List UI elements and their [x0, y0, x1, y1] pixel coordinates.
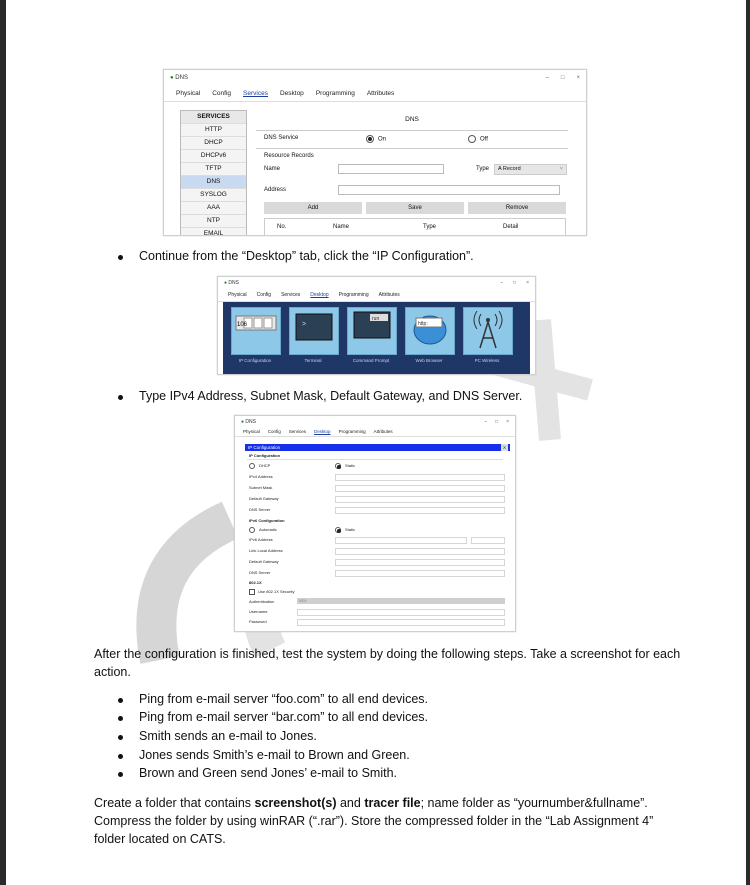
- ip-configuration-app[interactable]: [231, 307, 281, 355]
- type-value: A Record: [498, 166, 521, 172]
- password-input[interactable]: [297, 619, 505, 626]
- tab-desktop[interactable]: Desktop: [310, 292, 329, 298]
- dns-server-input[interactable]: [335, 507, 505, 514]
- dns-off-radio[interactable]: [468, 135, 488, 143]
- use-8021x-checkbox[interactable]: [249, 589, 294, 595]
- name-label: Name: [264, 166, 281, 172]
- ip-config-titlebar: [245, 444, 510, 451]
- service-item-http[interactable]: HTTP: [181, 124, 246, 137]
- tab-services[interactable]: Services: [288, 429, 307, 434]
- add-button[interactable]: Add: [264, 202, 362, 214]
- dns-server-v6-input[interactable]: [335, 570, 505, 577]
- subnet-mask-input[interactable]: [335, 485, 505, 492]
- username-input[interactable]: [297, 609, 505, 616]
- wireless-antenna-icon: [464, 308, 512, 354]
- window-titlebar: [164, 70, 586, 86]
- radio-selected-icon: [335, 463, 341, 469]
- ipv6-address-label: IPv6 Address: [249, 537, 273, 542]
- minimize-icon[interactable]: –: [500, 280, 504, 286]
- dns-services-window: [163, 69, 587, 236]
- section-8021x: 802.1X: [249, 580, 262, 585]
- username-label: Username: [249, 609, 268, 614]
- tab-bar: [235, 427, 515, 437]
- default-gateway-input[interactable]: [335, 496, 505, 503]
- pc-icon: ●: [170, 75, 174, 81]
- desktop-window: [217, 276, 536, 375]
- window-title: DNS: [245, 418, 256, 425]
- step-item: Brown and Green send Jones’ e-mail to Smith.: [139, 766, 397, 780]
- tab-attributes[interactable]: Attributes: [373, 429, 393, 434]
- command-prompt-app[interactable]: [347, 307, 397, 355]
- web-browser-app[interactable]: [405, 307, 455, 355]
- page-right-border: [746, 0, 750, 885]
- tab-physical[interactable]: Physical: [176, 90, 201, 97]
- col-no: No.: [277, 224, 287, 230]
- tab-physical[interactable]: Physical: [243, 429, 260, 434]
- close-icon[interactable]: ×: [526, 280, 529, 286]
- tab-attributes[interactable]: Attributes: [378, 292, 400, 298]
- terminal-app[interactable]: [289, 307, 339, 355]
- tab-desktop[interactable]: Desktop: [279, 90, 304, 97]
- instructions-paragraph: After the configuration is finished, test the system by doing the following steps. Take a screenshot for each action.: [94, 647, 681, 679]
- service-item-aaa[interactable]: AAA: [181, 202, 246, 215]
- service-item-syslog[interactable]: SYSLOG: [181, 189, 246, 202]
- step-item: Ping from e-mail server “foo.com” to all end devices.: [139, 692, 428, 706]
- use-8021x-label: Use 802.1X Security: [258, 589, 295, 595]
- tab-physical[interactable]: Physical: [228, 292, 247, 298]
- terminal-icon: [290, 308, 338, 354]
- maximize-icon[interactable]: □: [560, 75, 565, 81]
- close-icon[interactable]: ×: [576, 75, 580, 81]
- step-item: Ping from e-mail server “bar.com” to all end devices.: [139, 710, 428, 724]
- final-bold-screenshots: screenshot(s): [254, 796, 337, 810]
- dhcp-label: DHCP: [259, 463, 271, 469]
- app-label-command-prompt: Command Prompt: [352, 358, 390, 363]
- submission-paragraph: [94, 794, 684, 848]
- minimize-icon[interactable]: –: [545, 75, 549, 81]
- dns-panel: [256, 110, 568, 235]
- final-text-1: Create a folder that contains: [94, 796, 255, 810]
- dns-on-radio[interactable]: [366, 135, 386, 143]
- tab-services[interactable]: Services: [243, 90, 268, 97]
- default-gateway-v6-label: Default Gateway: [249, 559, 279, 564]
- tab-config[interactable]: Config: [256, 292, 272, 298]
- cmd-icon-text: run: [372, 316, 380, 322]
- desktop-area: [223, 302, 530, 374]
- name-input[interactable]: [338, 164, 444, 174]
- subnet-mask-label: Subnet Mask: [249, 485, 273, 490]
- type-select[interactable]: [494, 164, 567, 175]
- window-titlebar: [235, 416, 515, 427]
- pc-wireless-app[interactable]: [463, 307, 513, 355]
- command-prompt-icon: [348, 308, 396, 354]
- ipv6-prefix-input[interactable]: [471, 537, 505, 544]
- address-input[interactable]: [338, 185, 560, 195]
- panel-title: DNS: [405, 116, 419, 123]
- window-title: DNS: [228, 280, 239, 286]
- svg-text:>: >: [302, 321, 307, 329]
- services-list: [180, 110, 247, 236]
- service-item-dhcp[interactable]: DHCP: [181, 137, 246, 150]
- static-ipv6-radio[interactable]: [335, 527, 355, 533]
- tab-desktop[interactable]: Desktop: [314, 429, 331, 434]
- pc-icon: ●: [224, 280, 228, 286]
- records-table: [264, 218, 566, 236]
- web-browser-icon: [406, 308, 454, 354]
- tab-bar: [218, 289, 535, 302]
- checkbox-icon: [249, 589, 255, 595]
- ip-config-icon: [232, 308, 280, 354]
- col-detail: Detail: [503, 224, 519, 230]
- app-label-terminal: Terminal: [304, 358, 322, 363]
- final-text-3: ; name folder as “yournumber&fullname”. Compress the folder by using winRAR (“.rar”). Store the compressed folder in the “Lab Assignment 4” folder located on CATS.: [94, 796, 654, 846]
- static-radio[interactable]: [335, 463, 355, 469]
- window-titlebar: [218, 277, 535, 289]
- tab-programming[interactable]: Programming: [338, 292, 369, 298]
- dns-server-v6-label: DNS Server: [249, 570, 271, 575]
- close-icon[interactable]: ×: [506, 418, 509, 425]
- radio-empty-icon: [249, 527, 255, 533]
- radio-empty-icon: [468, 135, 476, 143]
- page-left-border: [0, 0, 6, 885]
- col-type: Type: [423, 224, 437, 230]
- app-label-web-browser: Web Browser: [415, 358, 443, 363]
- tab-bar: [164, 86, 586, 102]
- tab-attributes[interactable]: Attributes: [366, 90, 395, 97]
- dns-service-label: DNS Service: [264, 135, 299, 141]
- dns-server-label: DNS Server: [249, 507, 271, 512]
- service-item-dhcpv6[interactable]: DHCPv6: [181, 150, 246, 163]
- divider: [256, 148, 568, 149]
- static-ipv6-label: Static: [345, 527, 356, 533]
- services-header: SERVICES: [181, 111, 246, 124]
- automatic-radio[interactable]: [249, 527, 277, 533]
- service-item-dns[interactable]: DNS: [181, 176, 246, 189]
- service-item-ntp[interactable]: NTP: [181, 215, 246, 228]
- authentication-select[interactable]: MD5: [297, 598, 505, 604]
- service-item-tftp[interactable]: TFTP: [181, 163, 246, 176]
- ipv4-address-input[interactable]: [335, 474, 505, 481]
- app-label-pc-wireless: PC Wireless: [474, 358, 500, 363]
- pc-icon: ●: [241, 418, 245, 425]
- final-text-2: and: [336, 796, 365, 810]
- section-ipv6-configuration: IPv6 Configuration: [249, 518, 285, 523]
- app-label-ip-configuration: IP Configuration: [238, 358, 272, 363]
- divider: [256, 130, 568, 131]
- remove-button[interactable]: Remove: [468, 202, 566, 214]
- default-gateway-v6-input[interactable]: [335, 559, 505, 566]
- tab-config[interactable]: Config: [267, 429, 281, 434]
- service-item-email[interactable]: EMAIL: [181, 228, 246, 236]
- password-label: Password: [249, 619, 267, 624]
- window-title: DNS: [175, 75, 188, 81]
- save-button[interactable]: Save: [366, 202, 464, 214]
- radio-empty-icon: [249, 463, 255, 469]
- tab-config[interactable]: Config: [212, 90, 232, 97]
- chevron-down-icon: ˅: [559, 166, 563, 172]
- final-bold-tracer-file: tracer file: [364, 796, 421, 810]
- authentication-label: Authentication: [249, 599, 275, 604]
- instruction-bullet: Type IPv4 Address, Subnet Mask, Default Gateway, and DNS Server.: [139, 389, 523, 403]
- static-label: Static: [345, 463, 356, 469]
- automatic-label: Automatic: [259, 527, 277, 533]
- minimize-icon[interactable]: –: [484, 418, 488, 425]
- ipv6-address-input[interactable]: [335, 537, 467, 544]
- web-icon-text: http:: [418, 321, 428, 327]
- col-name: Name: [333, 224, 350, 230]
- address-label: Address: [264, 187, 287, 193]
- radio-selected-icon: [335, 527, 341, 533]
- maximize-icon[interactable]: □: [495, 418, 499, 425]
- ip-config-title: IP Configuration: [248, 445, 281, 450]
- step-item: Smith sends an e-mail to Jones.: [139, 729, 317, 743]
- divider: [247, 459, 503, 460]
- type-label: Type: [476, 166, 490, 172]
- off-label: Off: [480, 136, 488, 143]
- link-local-input[interactable]: [335, 548, 505, 555]
- default-gateway-label: Default Gateway: [249, 496, 279, 501]
- dhcp-radio[interactable]: [249, 463, 270, 469]
- ipv4-address-label: IPv4 Address: [249, 474, 273, 479]
- ip-config-close-button[interactable]: X: [502, 445, 506, 450]
- section-ip-configuration: IP Configuration: [249, 453, 281, 458]
- step-item: Jones sends Smith’s e-mail to Brown and Green.: [139, 748, 410, 762]
- tab-programming[interactable]: Programming: [338, 429, 366, 434]
- resource-records-label: Resource Records: [264, 153, 314, 159]
- instruction-bullet: Continue from the “Desktop” tab, click the “IP Configuration”.: [139, 249, 474, 263]
- link-local-label: Link Local Address: [249, 548, 283, 553]
- ip-icon-text: 106: [237, 322, 248, 328]
- radio-selected-icon: [366, 135, 374, 143]
- on-label: On: [378, 136, 387, 143]
- maximize-icon[interactable]: □: [513, 280, 517, 286]
- tab-programming[interactable]: Programming: [315, 90, 355, 97]
- tab-services[interactable]: Services: [281, 292, 301, 298]
- ip-configuration-window: [234, 415, 516, 632]
